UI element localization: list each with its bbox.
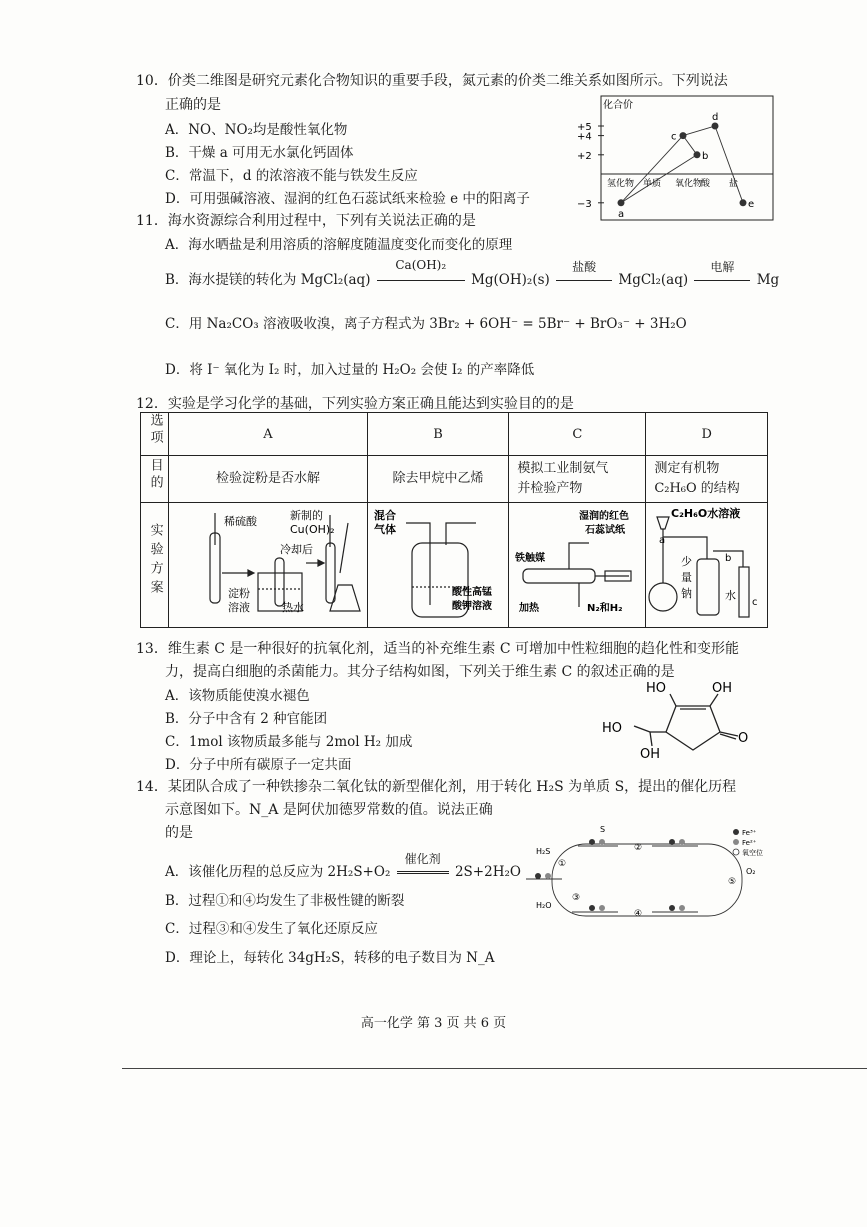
q14-option-b: B．过程①和④均发生了非极性键的断裂 <box>165 893 405 909</box>
q12-purpose-c-line2: 并检验产物 <box>517 481 583 496</box>
q12-figure-d <box>646 503 768 628</box>
cycle-step-2: ② <box>634 843 643 853</box>
fig-a-label-cuoh2: Cu(OH)₂ <box>289 523 335 536</box>
q12-col-scheme: 实验方案 <box>141 503 169 628</box>
chart-point-label-d: d <box>712 112 719 123</box>
q10-option-c: C．常温下，d 的浓溶液不能与铁发生反应 <box>165 168 418 184</box>
cycle-step-4: ④ <box>634 909 643 919</box>
fig-a-label-hotwater: 热水 <box>281 601 304 614</box>
chart-link-2 <box>683 126 715 136</box>
q12-head-d: D <box>646 413 768 456</box>
chart-ytick-2: +2 <box>577 150 592 162</box>
q12-purpose-c <box>509 456 646 503</box>
fig-a-label-acid: 稀硫酸 <box>223 515 257 528</box>
q14-a-prefix: A．该催化历程的总反应为 2H₂S+O₂ <box>165 864 391 880</box>
chart-link-1 <box>683 136 697 155</box>
q11-stem: 11．海水资源综合利用过程中，下列有关说法正确的是 <box>136 213 476 229</box>
q11-option-d: D．将 I⁻ 氧化为 I₂ 时，加入过量的 H₂O₂ 会使 I₂ 的产率降低 <box>165 362 535 378</box>
q14-stem-cont: 示意图如下。N_A 是阿伏加德罗常数的值。说法正确 <box>165 802 493 818</box>
chart-point-label-c: c <box>671 131 677 143</box>
q13-option-c: C．1mol 该物质最多能与 2mol H₂ 加成 <box>165 734 413 750</box>
fig-d-label-b: b <box>724 553 732 564</box>
q12-col-purpose: 目的 <box>141 456 169 503</box>
fig-d-label-shao: 少 <box>680 555 692 568</box>
q13-stem: 13．维生素 C 是一种很好的抗氧化剂，适当的补充维生素 C 可增加中性粒细胞的趋化性和变形能 <box>136 641 740 657</box>
chart-point-e <box>740 199 747 206</box>
q11-b-arrow-2 <box>554 260 614 288</box>
q12-purpose-a: 检验淀粉是否水解 <box>169 456 367 503</box>
q12-purpose-b: 除去甲烷中乙烯 <box>367 456 509 503</box>
chart-ytick-0: +5 <box>577 122 592 133</box>
chart-point-a <box>618 199 625 206</box>
fig-c-label-paper: 石蕊试纸 <box>585 525 626 536</box>
cycle-step-1: ① <box>558 859 567 869</box>
q14-stem-cont2: 的是 <box>165 825 193 841</box>
fig-c-label-catalyst: 铁触媒 <box>515 553 546 564</box>
q12-head-b: B <box>367 413 509 456</box>
apparatus-a-diagram <box>170 503 366 623</box>
chart-point-c <box>680 132 687 139</box>
fig-a-label-fresh: 新制的 <box>289 509 323 522</box>
struct-label-o: O <box>738 731 749 746</box>
vitamin-c-structure <box>600 676 770 766</box>
page-footer: 高一化学 第 3 页 共 6 页 <box>360 1016 507 1031</box>
q14-a-suffix: 2S+2H₂O <box>454 864 521 880</box>
chart-xcat-2: 氧化物 <box>675 179 703 189</box>
q14-option-a <box>165 852 521 880</box>
apparatus-c-diagram <box>509 503 645 623</box>
fig-c-label-heat: 加热 <box>519 603 540 614</box>
q12-purpose-d-line1: 测定有机物 <box>654 461 720 476</box>
fig-d-label-water: 水 <box>724 589 736 602</box>
chart-ylabel: 化合价 <box>603 100 633 111</box>
chart-xcat-0: 氢化物 <box>607 179 635 189</box>
fig-d-label-na: 钠 <box>680 587 692 600</box>
q14-option-d: D．理论上，每转化 34gH₂S，转移的电子数目为 N_A <box>165 950 495 966</box>
cycle-step-3: ③ <box>572 893 581 903</box>
q11-b-arrow-1 <box>375 258 467 288</box>
chart-point-label-b: b <box>702 150 709 162</box>
chart-point-b <box>694 151 701 158</box>
chart-link-3 <box>715 126 743 203</box>
chart-xcat-1: 单质 <box>643 179 662 189</box>
fig-a-label-solution: 溶液 <box>227 601 250 614</box>
fig-b-label-gas: 气体 <box>373 523 396 536</box>
q12-head-a: A <box>169 413 367 456</box>
struct-label-ho-left: HO <box>602 721 623 736</box>
q12-purpose-d <box>646 456 768 503</box>
fig-d-label-a: a <box>658 535 665 546</box>
q11-b-species-4: Mg <box>756 272 780 288</box>
q12-figure-b <box>367 503 509 628</box>
fig-d-label-c: c <box>751 597 758 608</box>
q11-b-arrow-3 <box>692 260 752 288</box>
legend-fe3: Fe³⁺ <box>742 829 757 837</box>
q11-b-species-1: MgCl₂(aq) <box>300 272 371 288</box>
q12-col-option: 选项 <box>141 413 169 456</box>
cycle-label-h2o: H₂O <box>536 901 552 910</box>
cycle-step-5: ⑤ <box>728 877 737 887</box>
fig-b-label-kmno4-2: 酸钾溶液 <box>451 601 492 612</box>
q10-stem-cont: 正确的是 <box>165 97 221 113</box>
struct-label-oh-bottom: OH <box>640 747 661 762</box>
apparatus-b-diagram <box>368 503 508 623</box>
q11-option-b <box>165 258 780 288</box>
q11-b-species-3: MgCl₂(aq) <box>618 272 689 288</box>
q13-option-b: B．分子中含有 2 种官能团 <box>165 711 328 727</box>
q11-b-reagent-1: Ca(OH)₂ <box>395 258 447 272</box>
chart-point-d <box>712 123 719 130</box>
q11-b-reagent-2: 盐酸 <box>572 260 597 274</box>
q11-b-species-2: Mg(OH)₂(s) <box>471 272 550 288</box>
fig-a-label-cool: 冷却后 <box>279 543 313 556</box>
chart-xcat-4: 盐 <box>729 179 739 189</box>
q14-a-arrow <box>395 852 451 880</box>
cycle-label-o2: O₂ <box>746 867 756 876</box>
q11-option-a: A．海水晒盐是利用溶质的溶解度随温度变化而变化的原理 <box>165 237 513 253</box>
bottom-rule <box>122 1068 867 1069</box>
valence-chart <box>565 94 775 224</box>
q13-option-d: D．分子中所有碳原子一定共面 <box>165 757 352 773</box>
q12-head-c: C <box>509 413 646 456</box>
chart-ytick-3: −3 <box>577 198 592 210</box>
chart-xcat-3: 酸 <box>701 179 711 189</box>
q12-purpose-d-line2: C₂H₆O 的结构 <box>654 481 740 496</box>
fig-c-label-n2h2: N₂和H₂ <box>587 603 623 614</box>
q12-stem: 12．实验是学习化学的基础，下列实验方案正确且能达到实验目的的是 <box>136 396 574 412</box>
fig-d-label-solution: C₂H₆O水溶液 <box>670 507 740 520</box>
q12-purpose-c-line1: 模拟工业制氨气 <box>517 461 609 476</box>
chart-point-label-a: a <box>618 208 625 220</box>
q11-b-prefix: B．海水提镁的转化为 <box>165 272 297 288</box>
struct-label-ho-top: HO <box>646 681 667 696</box>
q14-a-condition: 催化剂 <box>404 852 441 866</box>
fig-b-label-mixed: 混合 <box>373 509 396 522</box>
fig-b-label-kmno4-1: 酸性高锰 <box>451 587 492 598</box>
chart-point-label-e: e <box>748 198 755 210</box>
apparatus-d-diagram <box>647 503 767 623</box>
cycle-label-s: S <box>600 825 606 834</box>
q11-option-c: C．用 Na₂CO₃ 溶液吸收溴，离子方程式为 3Br₂ + 6OH⁻ = 5Br⁻ + BrO₃⁻ + 3H₂O <box>165 316 687 332</box>
q14-option-c: C．过程③和④发生了氧化还原反应 <box>165 921 378 937</box>
q12-figure-a <box>169 503 367 628</box>
fig-d-label-liang: 量 <box>680 571 692 584</box>
q10-option-d: D．可用强碱溶液、湿润的红色石蕊试纸来检验 e 中的阳离子 <box>165 191 530 207</box>
legend-vacancy: 氧空位 <box>742 849 763 857</box>
q13-option-a: A．该物质能使溴水褪色 <box>165 688 310 704</box>
q10-option-a: A．NO、NO₂均是酸性氧化物 <box>165 122 348 138</box>
q11-b-reagent-3: 电解 <box>710 260 735 274</box>
q12-table <box>140 412 768 628</box>
legend-fe2: Fe²⁺ <box>742 839 757 847</box>
q12-figure-c <box>509 503 646 628</box>
struct-label-oh-top: OH <box>712 681 733 696</box>
q14-stem: 14．某团队合成了一种铁掺杂二氧化钛的新型催化剂，用于转化 H₂S 为单质 S，提出的催化历程 <box>136 779 737 795</box>
cycle-label-h2s: H₂S <box>536 847 551 856</box>
catalysis-cycle-diagram <box>522 824 772 930</box>
q10-option-b: B．干燥 a 可用无水氯化钙固体 <box>165 145 354 161</box>
q13-stem-cont: 力，提高白细胞的杀菌能力。其分子结构如图，下列关于维生素 C 的叙述正确的是 <box>165 664 675 680</box>
fig-a-label-starch: 淀粉 <box>227 587 250 600</box>
chart-ytick-1: +4 <box>577 131 592 143</box>
fig-c-label-wet: 湿润的红色 <box>579 511 630 522</box>
q10-stem: 10．价类二维图是研究元素化合物知识的重要手段，氮元素的价类二维关系如图所示。下列说法 <box>136 73 728 89</box>
